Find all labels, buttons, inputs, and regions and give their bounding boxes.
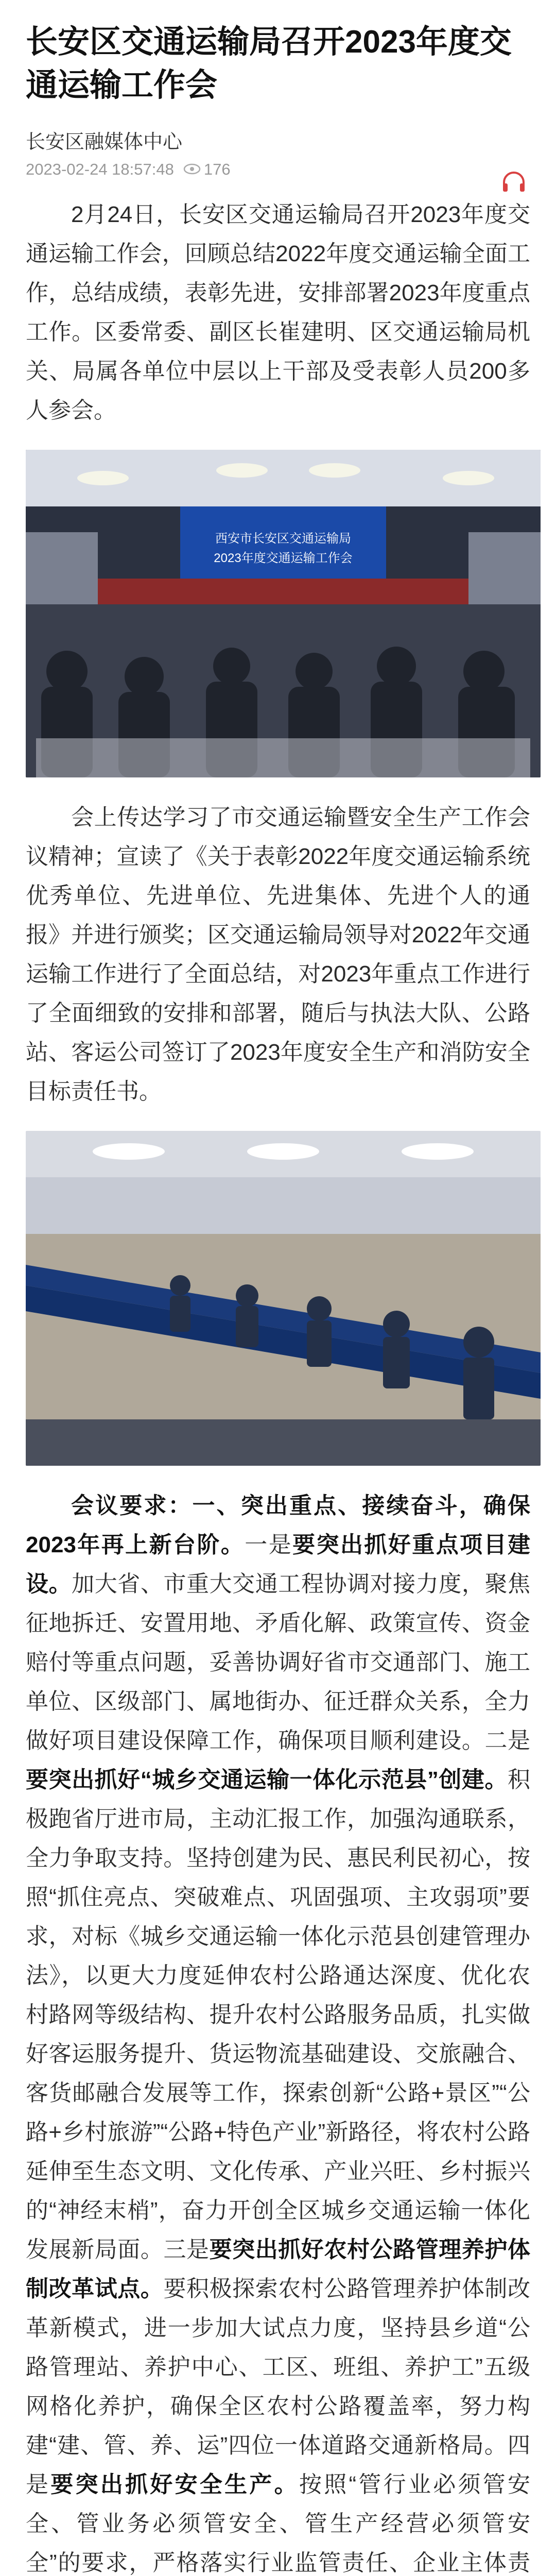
- paragraph-intro: 2月24日，长安区交通运输局召开2023年度交通运输工作会，回顾总结2022年度交通运输全面工作，总结成绩，表彰先进，安排部署2023年度重点工作。区委常委、副区长崔建明、区交通运输局机关、局属各单位中层以上干部及受表彰人员200多人参会。: [26, 202, 530, 423]
- req-text-2: 加大省、市重大交通工程协调对接力度，聚焦征地拆迁、安置用地、矛盾化解、政策宣传、资金赔付等重点问题，妥善协调好省市交通部门、施工单位、区级部门、属地街办、征迁群众关系，全力做好项目建设保障工作，确保项目顺利建设。: [26, 1571, 531, 1753]
- paragraph-requirements-1: [26, 1486, 530, 2576]
- views-count: [183, 160, 231, 179]
- headphone-icon[interactable]: [497, 165, 530, 198]
- req-text-8: 按照“管行业必须管安全、管业务必须管安全、管生产经营必须管安全”的要求，严格落实行业监管责任、企业主体责: [26, 2472, 531, 2575]
- article-header: [0, 0, 556, 185]
- views-number: 176: [203, 160, 231, 178]
- req-heading-5: 要突出抓好安全生产。: [50, 2472, 299, 2497]
- req-heading-1: 会议要求：一、突出重点、接续奋斗，确保2023年再上新台阶。: [26, 1493, 530, 1557]
- article-title: 长安区交通运输局召开2023年度交通运输工作会: [26, 24, 512, 103]
- screen-subtitle: 2023年度交通运输工作会: [214, 551, 353, 565]
- screen-title: 西安市长安区交通运输局: [215, 532, 351, 546]
- req-text-4: 积极跑省厅进市局，主动汇报工作，加强沟通联系，全力争取支持。坚持创建为民、惠民利民初心，按照“抓住亮点、突破难点、巩固强项、主攻弱项”要求，对标《城乡交通运输一体化示范县创建管理办法》，以更大力度延伸农村公路通达深度、优化农村路网等级结构、提升农村公路服务品质，扎实做好客运服务提升、货运物流基础建设、交旅融合、客货邮融合发展等工作，探索创新“公路+景区”“公路+乡村旅游”“公路+特色产业”新路径，将农村公路延伸至生态文明、文化传承、产业兴旺、乡村振兴的“神经末梢”，奋力开创全区城乡交通运输一体化发展新局面。: [26, 1767, 530, 2262]
- paragraph-meeting: 会上传达学习了市交通运输暨安全生产工作会议精神；宣读了《关于表彰2022年度交通运输系统优秀单位、先进单位、先进集体、先进个人的通报》并进行颁奖；区交通运输局领导对2022年交通运输工作进行了全面总结，对2023年重点工作进行了全面细致的安排和部署，随后与执法大队、公路站、客运公司签订了2023年度安全生产和消防安全目标责任书。: [26, 805, 530, 1104]
- publish-date: 2023-02-24 18:57:48: [26, 160, 174, 178]
- req-text-3: 二是: [484, 1728, 531, 1753]
- article-body: [0, 185, 556, 2576]
- eye-icon: [183, 160, 201, 179]
- req-text-1: 一是: [245, 1532, 293, 1557]
- req-heading-2: 要突出抓好重点项目建设。: [26, 1532, 530, 1597]
- req-text-5: 三是: [163, 2237, 210, 2262]
- meeting-photo-2: [26, 1131, 541, 1466]
- req-text-7: 四是: [26, 2433, 530, 2497]
- req-heading-3: 要突出抓好“城乡交通运输一体化示范县”创建。: [26, 1767, 508, 1792]
- article-source[interactable]: 长安区融媒体中心: [26, 131, 183, 153]
- meta-row: [26, 160, 530, 179]
- meeting-photo-1: [26, 450, 541, 777]
- req-text-6: 要积极探索农村公路管理养护体制改革新模式，进一步加大试点力度，坚持县乡道“公路管理站、养护中心、工区、班组、养护工”五级网格化养护，确保全区农村公路覆盖率，努力构建“建、管、养、运”四位一体道路交通新格局。: [26, 2276, 531, 2458]
- req-heading-4: 要突出抓好农村公路管理养护体制改革试点。: [26, 2237, 531, 2301]
